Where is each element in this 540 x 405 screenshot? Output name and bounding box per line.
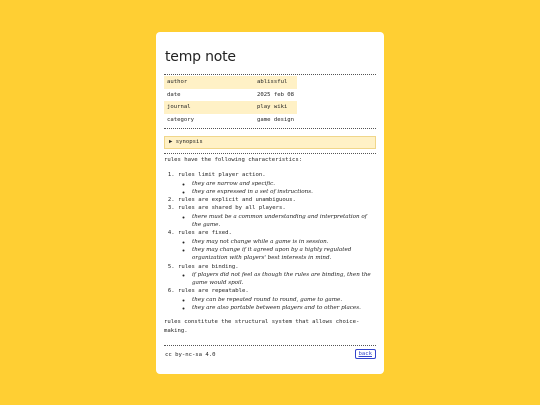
metadata-value: ablissful: [254, 76, 297, 89]
divider: [164, 345, 376, 346]
disclosure-triangle-icon: ▶: [169, 139, 173, 145]
page-title: temp note: [165, 49, 236, 65]
rule-notes: [178, 238, 376, 263]
rule-item: [178, 229, 376, 262]
rule-notes: [178, 296, 376, 313]
metadata-row: [164, 89, 297, 102]
metadata-key: category: [167, 116, 194, 123]
back-link[interactable]: back: [355, 349, 376, 359]
synopsis-label: synopsis: [175, 139, 203, 145]
rule-item: [178, 287, 376, 312]
metadata-value: 2025 feb 08: [257, 91, 295, 98]
metadata-key: journal: [164, 101, 254, 114]
rule-text: rules are binding.: [178, 263, 239, 270]
license-text: cc by-nc-sa 4.0: [165, 352, 216, 358]
rule-note: ◦ they may not change while a game is in session.: [192, 238, 376, 246]
divider: [164, 74, 376, 75]
metadata-table: [164, 76, 297, 126]
intro-text: rules have the following characteristics:: [164, 157, 303, 163]
note-card: [156, 32, 384, 374]
rule-notes: [178, 271, 376, 288]
rule-item: [178, 171, 376, 196]
metadata-value: play wiki: [254, 101, 297, 114]
conclusion-text: rules constitute the structural system that allows choice-making.: [164, 319, 360, 334]
rule-item: [178, 196, 376, 204]
synopsis-toggle[interactable]: [164, 136, 376, 149]
rule-note: ◦ they are expressed in a set of instructions.: [192, 188, 376, 196]
metadata-row: [164, 76, 297, 89]
rule-note: ◦ they are narrow and specific.: [192, 180, 376, 188]
rule-notes: [178, 180, 376, 197]
divider: [164, 153, 376, 154]
footer: [164, 349, 376, 361]
metadata-value: game design: [257, 116, 295, 123]
rule-note: ◦ they are also portable between players and to other places.: [192, 304, 376, 312]
rule-item: [178, 204, 376, 229]
rule-item: [178, 263, 376, 288]
metadata-key: date: [167, 91, 181, 98]
rule-note: ◦ there must be a common understanding and interpretation of the game.: [192, 213, 376, 230]
metadata-row: [164, 101, 297, 114]
note-body: [164, 156, 376, 335]
rule-text: rules are explicit and unambiguous.: [178, 197, 296, 204]
rule-note: ◦ they may change if it agreed upon by a highly regulated organization with players' best interests in mind.: [192, 246, 376, 263]
metadata-key: author: [164, 76, 254, 89]
rule-text: rules are repeatable.: [178, 288, 249, 295]
rule-text: rules are fixed.: [178, 230, 232, 237]
rules-list: [164, 171, 376, 312]
rule-notes: [178, 213, 376, 230]
rule-text: rules limit player action.: [178, 172, 266, 179]
rule-text: rules are shared by all players.: [178, 205, 286, 212]
rule-note: ◦ if players did not feel as though the rules are binding, then the game would spoil.: [192, 271, 376, 288]
metadata-row: [164, 114, 297, 127]
divider: [164, 128, 376, 129]
rule-note: ◦ they can be repeated round to round, game to game.: [192, 296, 376, 304]
